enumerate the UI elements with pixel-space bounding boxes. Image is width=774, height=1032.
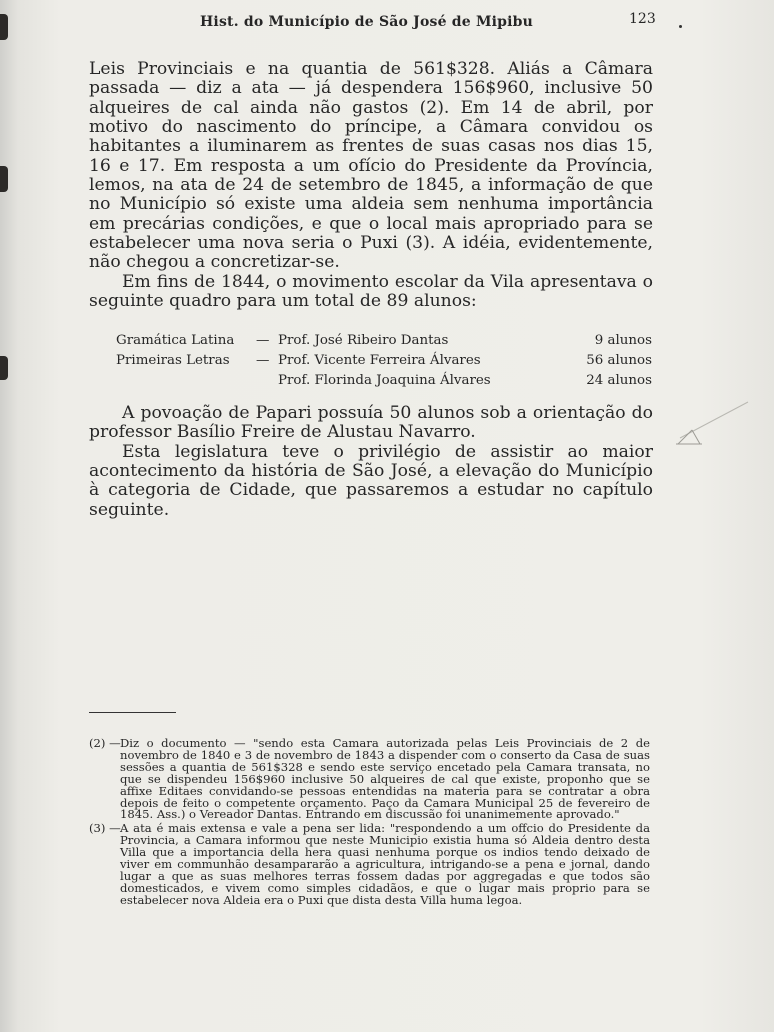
students-cell: 9 alunos <box>594 333 652 348</box>
table-row <box>116 331 656 351</box>
binding-shadow <box>0 356 8 380</box>
students-cell: 24 alunos <box>586 373 652 388</box>
binding-shadow <box>0 14 8 40</box>
paragraph: A povoação de Papari possuía 50 alunos sob a orientação do professor Basílio Freire de Alustau Navarro. <box>89 403 653 443</box>
subject-cell: Primeiras Letras <box>116 353 230 368</box>
paragraph: Leis Provinciais e na quantia de 561$328. Aliás a Câmara passada — diz a ata — já despendera 156$960, inclusive 50 alqueires de cal ainda não gastos (2). Em 14 de abril, por motivo do nascimento do príncipe, a Câmara convidou os habitantes a iluminarem as frentes de suas casas nos dias 15, 16 e 17. Em resposta a um ofício do Presidente da Província, lemos, na ata de 24 de setembro de 1845, a informação de que no Município só existe uma aldeia sem nenhuma importância em precárias condições, e que o local mais apropriado para se estabelecer uma nova seria o Puxi (3). A idéia, evidentemente, não chegou a concretizar-se. <box>89 59 653 273</box>
dash-separator: — <box>256 353 270 368</box>
table-row <box>116 351 656 371</box>
footnote-text: A ata é mais extensa e vale a pena ser lida: "respondendo a um offcio do Presidente da Provincia, a Camara informou que neste Municipio existia huma só Aldeia dentro desta Villa que a importancia della hera quasi nenhuma porque os indios tendo deixado de viver em communhão desampararão a agricultura, intrigando-se a pena e jornal, dando lugar a que as suas melhores terras fossem dadas por aggregadas e que todos são domesticados, e vivem como simples cidadãos, e que o lugar mais proprio para se estabelecer nova Aldeia era o Puxi que dista desta Villa huma legoa. <box>120 821 650 907</box>
paragraph: Esta legislatura teve o privilégio de assistir ao maior acontecimento da história de São José, a elevação do Município à categoria de Cidade, que passaremos a estudar no capítulo seguinte. <box>89 441 653 520</box>
binding-shadow <box>0 166 8 192</box>
footnote <box>89 823 650 906</box>
main-text-block <box>89 60 653 311</box>
footnote-marker: (2) — <box>89 736 121 750</box>
footnote <box>89 738 650 821</box>
students-cell: 56 alunos <box>586 353 652 368</box>
ink-speck <box>679 25 682 28</box>
teacher-cell: Prof. José Ribeiro Dantas <box>278 333 449 348</box>
footnotes <box>89 738 650 909</box>
paragraph: Em fins de 1844, o movimento escolar da Vila apresentava o seguinte quadro para um total de 89 alunos: <box>89 271 653 312</box>
footnote-marker: (3) — <box>89 821 121 836</box>
page-number: 123 <box>629 11 656 27</box>
pencil-annotation-icon <box>672 398 752 450</box>
teacher-cell: Prof. Florinda Joaquina Álvares <box>278 373 491 388</box>
running-header: Hist. do Município de São José de Mipibu <box>200 14 534 30</box>
teacher-cell: Prof. Vicente Ferreira Álvares <box>278 353 481 368</box>
closing-text-block <box>89 404 653 520</box>
school-table <box>116 331 656 391</box>
subject-cell: Gramática Latina <box>116 333 235 348</box>
footnote-divider <box>89 712 176 713</box>
table-row <box>116 371 656 391</box>
footnote-text: Diz o documento — "sendo esta Camara autorizada pelas Leis Provinciais de 2 de novembro de 1840 e 3 de novembro de 1843 a dispender com o conserto da Casa de suas sessões a quantia de 561$328 e sendo este serviço encetado pela Camara transata, no que se dispendeu 156$960 inclusive 50 alqueires de cal que existe, proponho que se affixe Editaes convidando-se pessoas entendidas na materia para se contratar a obra depois de feito o competente orçamento. Paço da Camara Municipal 25 de fevereiro de 1845. Ass.) o Vereador Dantas. Entrando em discussão foi unanimemente aprovado." <box>120 736 650 822</box>
dash-separator: — <box>256 333 270 348</box>
